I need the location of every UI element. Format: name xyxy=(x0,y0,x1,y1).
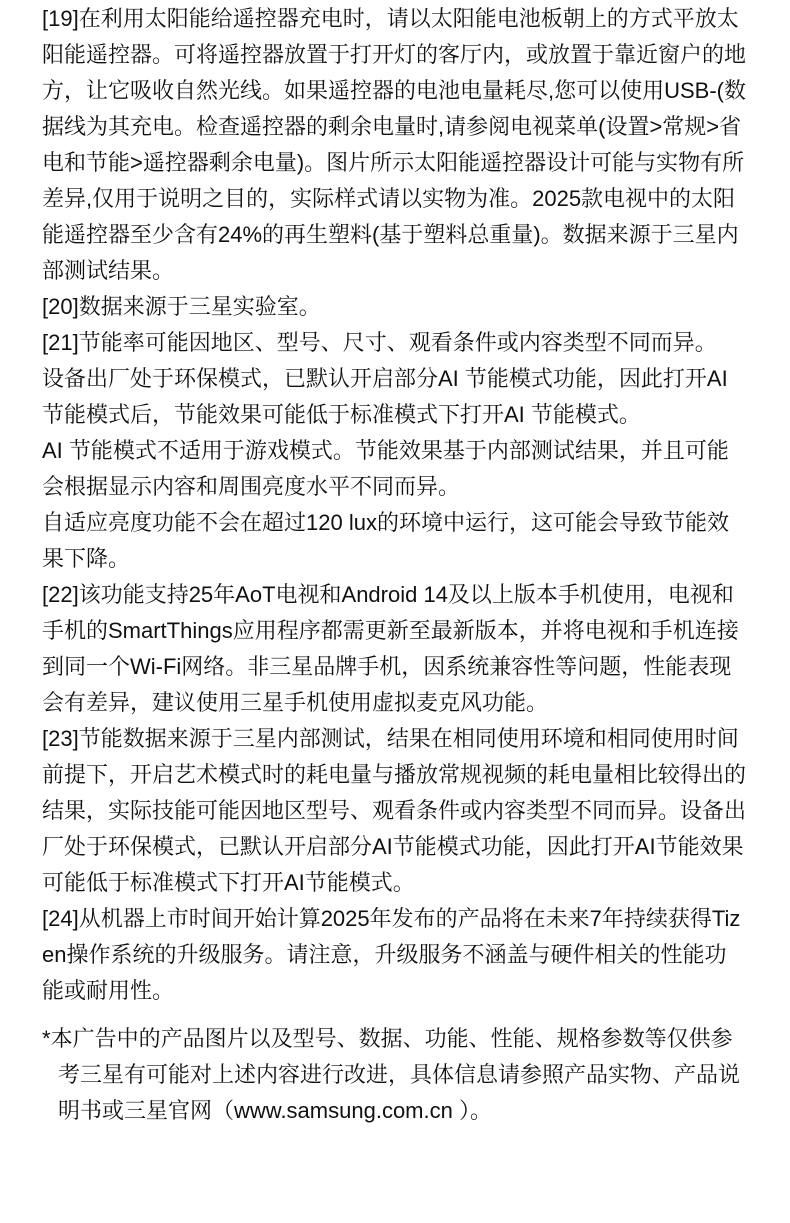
footnote-21-paragraph: AI 节能模式不适用于游戏模式。节能效果基于内部测试结果，并且可能会根据显示内容和周围亮度水平不同而异。 xyxy=(42,438,729,499)
footnote-22-paragraph: [22]该功能支持25年AoT电视和Android 14及以上版本手机使用，电视和手机的SmartThings应用程序都需更新至最新版本，并将电视和手机连接到同一个Wi-Fi网络。非三星品牌手机，因系统兼容性等问题，性能表现会有差异，建议使用三星手机使用虚拟麦克风功能。 xyxy=(42,582,739,715)
footnote-23-paragraph: [23]节能数据来源于三星内部测试，结果在相同使用环境和相同使用时间前提下，开启艺术模式时的耗电量与播放常规视频的耗电量相比较得出的结果，实际技能可能因地区型号、观看条件或内容类型不同而异。设备出厂处于环保模式，已默认开启部分AI节能模式功能，因此打开AI节能效果可能低于标准模式下打开AI节能模式。 xyxy=(42,726,747,895)
footnote-24-paragraph: [24]从机器上市时间开始计算2025年发布的产品将在未来7年持续获得Tizen操作系统的升级服务。请注意，升级服务不涵盖与硬件相关的性能功能或耐用性。 xyxy=(42,906,741,1003)
footnotes-list xyxy=(42,1,748,1009)
footnote-21-paragraph: 设备出厂处于环保模式，已默认开启部分AI 节能模式功能，因此打开AI 节能模式后，节能效果可能低于标准模式下打开AI 节能模式。 xyxy=(42,366,728,427)
footnote-20-paragraph: [20]数据来源于三星实验室。 xyxy=(42,294,321,319)
disclaimer-paragraph xyxy=(42,1021,748,1129)
disclaimer-asterisk-marker: * xyxy=(42,1026,51,1051)
disclaimer-text: 本广告中的产品图片以及型号、数据、功能、性能、规格参数等仅供参考三星有可能对上述内容进行改进，具体信息请参照产品实物、产品说明书或三星官网（www.samsung.com.cn ）。 xyxy=(50,1026,741,1123)
footnote-21-paragraph: 自适应亮度功能不会在超过120 lux的环境中运行，这可能会导致节能效果下降。 xyxy=(42,510,729,571)
footnote-19-paragraph: [19]在利用太阳能给遥控器充电时，请以太阳能电池板朝上的方式平放太阳能遥控器。可将遥控器放置于打开灯的客厅内，或放置于靠近窗户的地方，让它吸收自然光线。如果遥控器的电池电量耗尽,您可以使用USB-(数据线为其充电。检查遥控器的剩余电量时,请参阅电视菜单(设置>常规>省电和节能>遥控器剩余电量)。图片所示太阳能遥控器设计可能与实物有所差异,仅用于说明之目的，实际样式请以实物为准。2025款电视中的太阳能遥控器至少含有24%的再生塑料(基于塑料总重量)。数据来源于三星内部测试结果。 xyxy=(42,6,747,283)
footnote-21-paragraph: [21]节能率可能因地区、型号、尺寸、观看条件或内容类型不同而异。 xyxy=(42,330,717,355)
